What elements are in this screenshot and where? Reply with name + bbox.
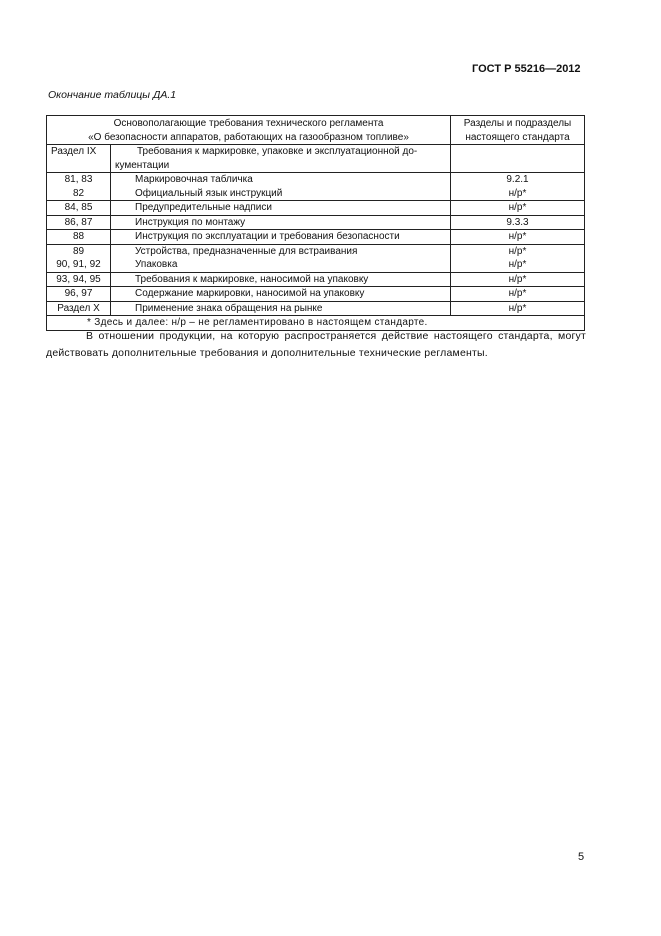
row-paragraph-number — [47, 244, 111, 272]
row-requirement-text — [111, 215, 451, 230]
row-paragraph-number-line: 82 — [72, 187, 85, 199]
row-requirement-text-line: Маркировочная табличка — [135, 174, 253, 185]
row-standard-section-line: н/р* — [508, 202, 527, 213]
table-row — [47, 215, 585, 230]
row-requirement-text — [111, 301, 451, 316]
body-paragraph-text: В отношении продукции, на которую распространяется действие настоящего стандарта, могут действовать дополнительные требования и дополнительные технические регламенты. — [46, 330, 586, 359]
row-requirement-text-line: Предупредительные надписи — [135, 202, 272, 213]
row-standard-section — [451, 173, 585, 201]
row-requirement-text-line: Упаковка — [135, 259, 178, 270]
row-requirement-text-line: Содержание маркировки, наносимой на упаковку — [135, 288, 365, 299]
row-standard-section-line: 9.2.1 — [506, 174, 529, 185]
row-paragraph-number-line: 84, 85 — [64, 202, 93, 213]
table-row — [47, 301, 585, 316]
table-row — [47, 173, 585, 201]
table-row — [47, 287, 585, 302]
header-regulation-line-1: Основополагающие требования технического регламента — [113, 118, 384, 129]
row-standard-section — [451, 272, 585, 287]
row-standard-section — [451, 244, 585, 272]
row-standard-section-line: н/р* — [508, 187, 527, 199]
table-footnote: * Здесь и далее: н/р – не регламентировано в настоящем стандарте. — [47, 316, 585, 331]
header-regulation-cell — [47, 116, 451, 145]
page-number: 5 — [578, 851, 585, 863]
row-standard-section — [451, 287, 585, 302]
row-paragraph-number-line: 96, 97 — [64, 288, 93, 299]
row-paragraph-number — [47, 173, 111, 201]
row-standard-section — [451, 301, 585, 316]
table-row — [47, 230, 585, 245]
row-standard-section — [451, 201, 585, 216]
table-row — [47, 244, 585, 272]
row-standard-section-line: н/р* — [508, 302, 527, 314]
table-header-row — [47, 116, 585, 145]
row-requirement-text — [111, 230, 451, 245]
row-standard-section — [451, 230, 585, 245]
row-paragraph-number-line: 90, 91, 92 — [56, 259, 101, 270]
row-requirement-text — [111, 173, 451, 201]
row-paragraph-number — [47, 272, 111, 287]
row-requirement-text-line: Применение знака обращения на рынке — [135, 302, 323, 314]
row-paragraph-number-line: 88 — [72, 231, 85, 242]
row-paragraph-number-line: 81, 83 — [64, 174, 93, 185]
section-value — [451, 145, 585, 173]
requirements-table — [46, 115, 585, 331]
row-requirement-text — [111, 244, 451, 272]
standard-designation: ГОСТ Р 55216—2012 — [472, 63, 581, 75]
section-label: Раздел IX — [47, 145, 111, 173]
header-sections-cell — [451, 116, 585, 145]
row-requirement-text-line: Официальный язык инструкций — [135, 187, 283, 199]
row-paragraph-number — [47, 201, 111, 216]
row-paragraph-number — [47, 287, 111, 302]
table-continuation-caption: Окончание таблицы ДА.1 — [48, 89, 177, 101]
row-standard-section-line: н/р* — [508, 259, 527, 270]
row-standard-section-line: 9.3.3 — [506, 216, 529, 228]
row-paragraph-number-line: Раздел X — [57, 302, 100, 314]
row-requirement-text-line: Требования к маркировке, наносимой на упаковку — [135, 273, 369, 285]
row-standard-section-line: н/р* — [508, 245, 527, 257]
row-paragraph-number-line: 86, 87 — [64, 216, 93, 228]
body-paragraph — [46, 328, 586, 362]
row-requirement-text-line: Инструкция по эксплуатации и требования безопасности — [135, 231, 400, 242]
row-standard-section — [451, 215, 585, 230]
section-text-content: Требования к маркировке, упаковке и эксплуатационной до-кументации — [115, 146, 418, 171]
row-standard-section-line: н/р* — [508, 273, 527, 285]
row-paragraph-number — [47, 230, 111, 245]
row-requirement-text — [111, 201, 451, 216]
row-paragraph-number — [47, 301, 111, 316]
row-paragraph-number-line: 89 — [72, 245, 85, 257]
table-row — [47, 201, 585, 216]
row-requirement-text — [111, 287, 451, 302]
row-requirement-text — [111, 272, 451, 287]
section-text — [111, 145, 451, 173]
row-requirement-text-line: Устройства, предназначенные для встраивания — [135, 245, 358, 257]
row-requirement-text-line: Инструкция по монтажу — [135, 216, 246, 228]
header-sections-line-2: настоящего стандарта — [465, 131, 570, 143]
row-standard-section-line: н/р* — [508, 288, 527, 299]
row-paragraph-number — [47, 215, 111, 230]
header-sections-line-1: Разделы и подразделы — [463, 118, 572, 129]
row-paragraph-number-line: 93, 94, 95 — [56, 273, 101, 285]
row-standard-section-line: н/р* — [508, 231, 527, 242]
table-row — [47, 272, 585, 287]
header-regulation-line-2: «О безопасности аппаратов, работающих на газообразном топливе» — [88, 131, 409, 143]
section-row — [47, 145, 585, 173]
